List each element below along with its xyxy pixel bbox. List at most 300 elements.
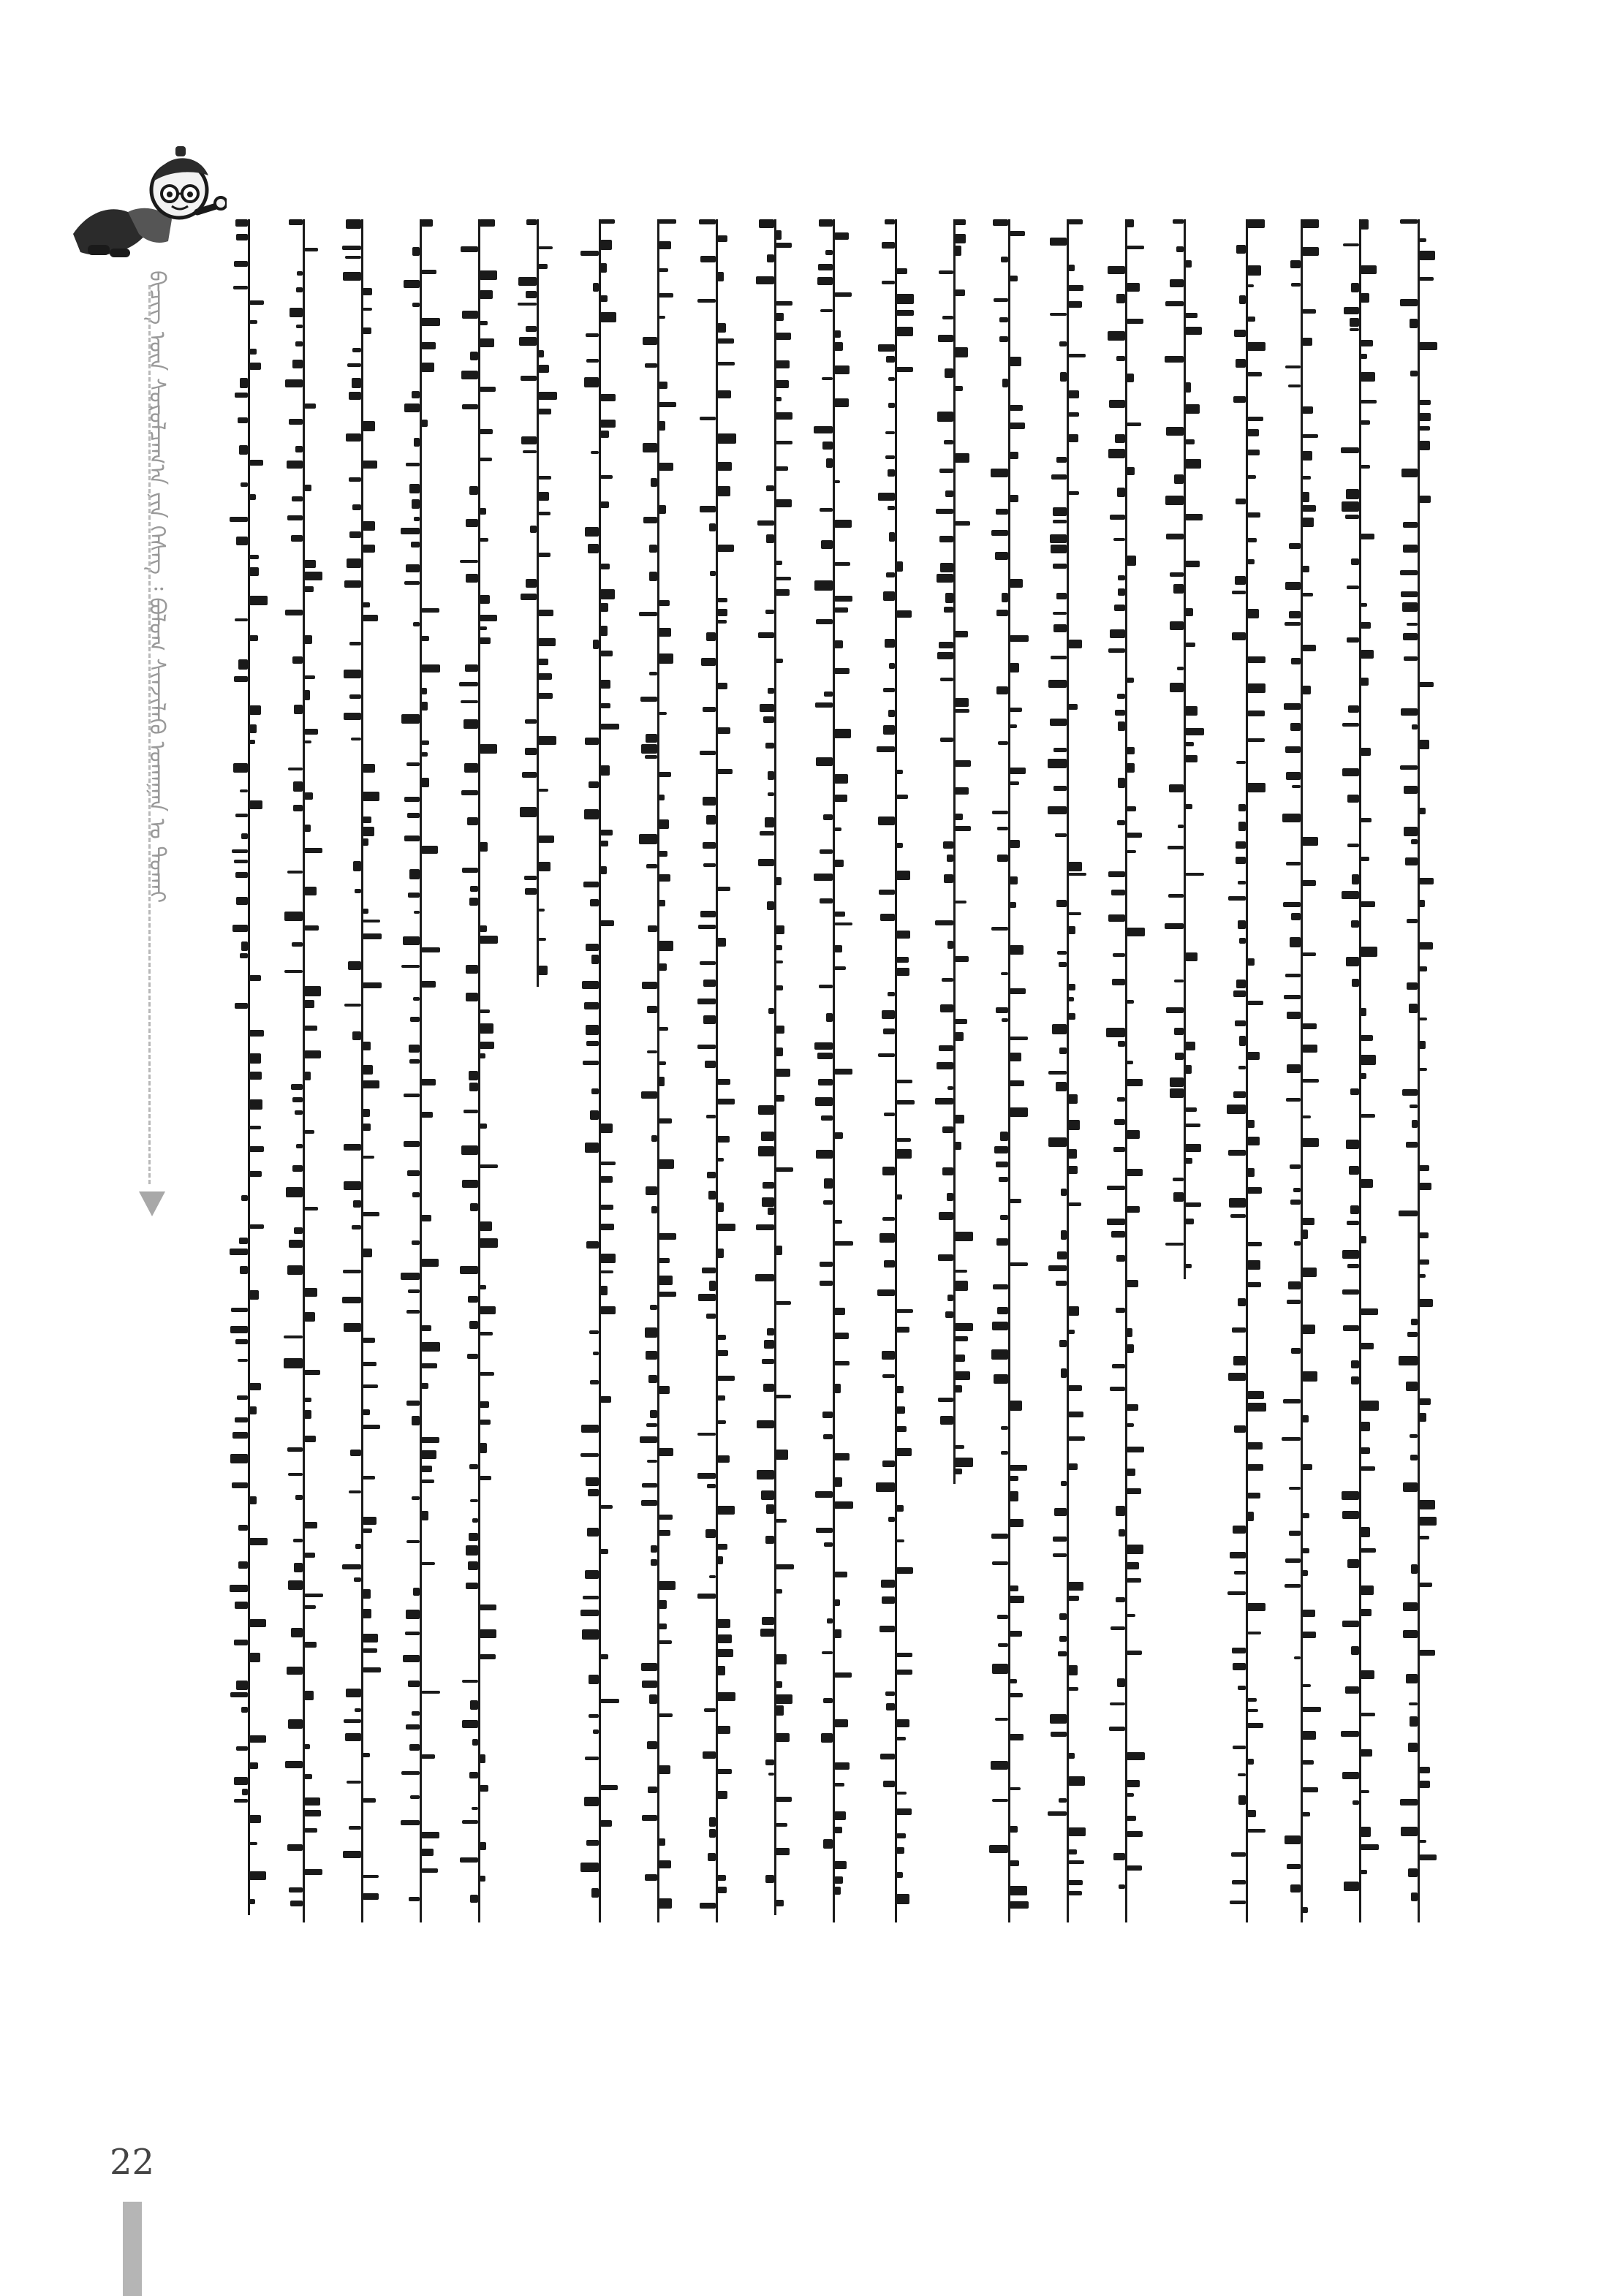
text-glyph <box>822 377 833 380</box>
text-glyph <box>942 1167 953 1175</box>
text-glyph <box>470 886 478 892</box>
text-glyph <box>834 596 852 602</box>
text-glyph <box>717 1335 726 1340</box>
text-glyph <box>1010 1860 1019 1866</box>
text-glyph <box>600 420 616 428</box>
text-glyph <box>776 1681 782 1688</box>
text-glyph <box>480 936 498 944</box>
text-glyph <box>287 1844 303 1851</box>
text-glyph <box>600 1820 612 1827</box>
text-glyph <box>647 1050 657 1053</box>
text-glyph <box>1236 245 1246 254</box>
text-glyph <box>363 1124 371 1131</box>
text-glyph <box>659 1860 671 1868</box>
text-glyph <box>823 1434 833 1439</box>
text-glyph <box>238 1359 248 1362</box>
text-glyph <box>241 482 248 487</box>
text-glyph <box>249 1126 261 1129</box>
text-glyph <box>285 610 303 615</box>
text-glyph <box>234 1799 248 1803</box>
text-glyph <box>582 981 599 989</box>
text-glyph <box>1361 1527 1370 1537</box>
text-glyph <box>1236 980 1246 988</box>
text-glyph <box>406 564 420 572</box>
text-glyph <box>1127 1280 1138 1287</box>
text-glyph <box>1361 1401 1379 1411</box>
text-glyph <box>1116 1255 1125 1262</box>
text-glyph <box>421 1259 439 1267</box>
text-glyph <box>1056 1082 1067 1091</box>
text-glyph <box>1010 1080 1024 1086</box>
text-glyph <box>234 1777 248 1785</box>
text-glyph <box>600 1205 613 1210</box>
text-glyph <box>1347 1221 1359 1225</box>
text-glyph <box>600 312 616 322</box>
text-glyph <box>349 642 361 645</box>
text-glyph <box>1419 441 1430 450</box>
text-glyph <box>600 703 610 708</box>
text-glyph <box>363 1517 377 1525</box>
text-glyph <box>1068 1891 1082 1895</box>
text-glyph <box>1068 1120 1080 1130</box>
text-glyph <box>421 1691 440 1694</box>
flying-boy-mascot-icon <box>58 124 227 270</box>
text-glyph <box>1400 570 1418 575</box>
text-glyph <box>1419 496 1431 503</box>
text-glyph <box>1127 1793 1134 1797</box>
text-glyph <box>815 1491 833 1498</box>
text-glyph <box>585 1757 599 1760</box>
text-glyph <box>231 1308 248 1312</box>
text-glyph <box>834 1572 847 1577</box>
text-glyph <box>765 817 774 827</box>
text-glyph <box>698 1294 716 1301</box>
text-glyph <box>697 1473 716 1479</box>
text-glyph <box>816 619 833 624</box>
text-glyph <box>421 1383 428 1389</box>
text-glyph <box>304 925 319 931</box>
text-glyph <box>820 1281 833 1286</box>
text-glyph <box>1239 938 1246 944</box>
text-glyph <box>896 843 903 848</box>
text-glyph <box>1247 683 1266 693</box>
text-glyph <box>1061 1230 1067 1240</box>
text-glyph <box>344 1719 361 1723</box>
text-glyph <box>249 724 257 733</box>
text-glyph <box>825 250 833 255</box>
text-glyph <box>1053 786 1067 791</box>
text-glyph <box>538 246 553 249</box>
text-glyph <box>1068 926 1075 934</box>
text-glyph <box>286 1187 303 1197</box>
text-glyph <box>888 377 895 381</box>
text-glyph <box>1165 496 1184 505</box>
text-glyph <box>822 1651 833 1654</box>
text-glyph <box>896 770 903 774</box>
text-glyph <box>1106 1028 1125 1037</box>
text-glyph <box>304 690 310 700</box>
text-glyph <box>240 789 248 792</box>
text-glyph <box>1010 945 1024 955</box>
text-glyph <box>472 1807 478 1810</box>
text-glyph <box>363 909 368 914</box>
text-glyph <box>518 303 537 306</box>
text-glyph <box>1127 1614 1135 1617</box>
text-glyph <box>289 219 303 225</box>
text-glyph <box>1419 1018 1427 1020</box>
text-glyph <box>955 1323 973 1331</box>
text-glyph <box>651 1559 657 1566</box>
text-glyph <box>421 1832 439 1838</box>
text-glyph <box>1348 705 1359 713</box>
text-column <box>1345 219 1374 1922</box>
text-column <box>1232 219 1261 1922</box>
text-glyph <box>421 1112 433 1118</box>
text-glyph <box>1127 1000 1134 1004</box>
text-glyph <box>882 1596 895 1604</box>
text-glyph <box>480 270 497 280</box>
text-glyph <box>821 1733 833 1743</box>
text-glyph <box>896 1149 912 1159</box>
text-glyph <box>295 446 303 452</box>
text-glyph <box>818 1079 833 1086</box>
text-glyph <box>815 702 833 708</box>
text-glyph <box>886 1703 895 1710</box>
text-glyph <box>776 230 782 240</box>
text-glyph <box>1407 623 1418 626</box>
text-glyph <box>768 771 774 780</box>
text-glyph <box>1419 1536 1429 1539</box>
text-glyph <box>480 1124 487 1129</box>
page-number: 22 <box>110 2142 155 2183</box>
text-glyph <box>955 234 966 243</box>
text-glyph <box>1302 1610 1315 1617</box>
text-glyph <box>834 520 852 528</box>
text-glyph <box>1361 340 1373 346</box>
text-glyph <box>717 338 734 344</box>
text-glyph <box>591 1088 599 1094</box>
text-glyph <box>480 615 497 621</box>
text-glyph <box>1302 1548 1309 1553</box>
text-glyph <box>1403 1482 1418 1492</box>
text-glyph <box>403 1655 420 1662</box>
text-glyph <box>480 321 488 325</box>
text-glyph <box>1404 827 1418 836</box>
text-glyph <box>412 391 420 398</box>
text-glyph <box>1247 1391 1264 1399</box>
text-glyph <box>1361 1179 1373 1188</box>
text-glyph <box>1168 846 1184 849</box>
text-glyph <box>589 781 599 788</box>
text-glyph <box>1351 283 1359 292</box>
text-glyph <box>411 542 420 548</box>
text-glyph <box>404 836 420 841</box>
text-glyph <box>1055 833 1067 837</box>
text-glyph <box>1052 1024 1067 1034</box>
text-glyph <box>1294 1241 1301 1246</box>
text-glyph <box>717 1136 730 1143</box>
text-glyph <box>363 1156 374 1159</box>
text-glyph <box>1002 1018 1008 1022</box>
text-glyph <box>304 1774 312 1779</box>
text-glyph <box>1127 928 1145 936</box>
text-glyph <box>404 403 420 412</box>
text-glyph <box>1173 1178 1184 1181</box>
text-glyph <box>1059 1047 1067 1054</box>
text-glyph <box>1419 942 1433 950</box>
text-glyph <box>1185 1219 1194 1224</box>
text-glyph <box>363 421 375 431</box>
text-glyph <box>1302 1230 1308 1239</box>
text-glyph <box>465 664 478 672</box>
text-glyph <box>1351 558 1359 565</box>
text-glyph <box>955 453 969 463</box>
text-glyph <box>235 219 248 227</box>
text-glyph <box>1419 966 1427 971</box>
text-glyph <box>703 1751 716 1759</box>
text-glyph <box>1407 982 1418 990</box>
text-glyph <box>706 1314 716 1319</box>
text-glyph <box>413 997 420 1001</box>
text-glyph <box>996 1238 1008 1246</box>
text-glyph <box>1111 1231 1125 1238</box>
text-glyph <box>709 1281 716 1291</box>
text-glyph <box>1238 1066 1246 1069</box>
text-glyph <box>824 1542 833 1547</box>
text-glyph <box>1344 307 1359 314</box>
text-glyph <box>1227 1105 1246 1114</box>
text-glyph <box>717 1376 735 1381</box>
text-glyph <box>659 382 667 389</box>
text-glyph <box>877 746 895 752</box>
text-glyph <box>705 1061 716 1068</box>
text-glyph <box>1302 1115 1311 1118</box>
text-glyph <box>896 1406 905 1414</box>
text-column-stem <box>1301 219 1303 1922</box>
text-glyph <box>776 925 784 934</box>
text-glyph <box>659 600 670 606</box>
text-glyph <box>1232 1648 1246 1653</box>
text-glyph <box>1166 427 1184 436</box>
text-glyph <box>1054 1508 1067 1516</box>
text-glyph <box>824 1178 833 1189</box>
text-glyph <box>363 1476 375 1479</box>
text-glyph <box>304 572 322 580</box>
text-glyph <box>823 814 833 820</box>
text-glyph <box>643 443 657 452</box>
text-glyph <box>462 311 478 319</box>
text-glyph <box>765 1536 774 1544</box>
text-glyph <box>236 537 248 545</box>
text-glyph <box>1247 1137 1260 1145</box>
text-glyph <box>834 1783 844 1787</box>
text-glyph <box>249 1171 262 1177</box>
text-glyph <box>1291 658 1301 664</box>
text-glyph <box>1290 1164 1301 1169</box>
text-glyph <box>1361 1422 1370 1431</box>
text-glyph <box>526 579 537 588</box>
text-glyph <box>759 219 774 228</box>
text-glyph <box>881 1580 895 1588</box>
text-glyph <box>834 1827 842 1833</box>
text-glyph <box>834 330 841 338</box>
text-glyph <box>1302 593 1313 596</box>
text-glyph <box>1068 1412 1083 1417</box>
text-glyph <box>647 1741 657 1749</box>
text-glyph <box>1127 1780 1140 1787</box>
text-glyph <box>480 508 486 515</box>
text-glyph <box>600 1549 608 1554</box>
text-column <box>881 219 910 1922</box>
text-glyph <box>708 1853 716 1861</box>
text-glyph <box>588 544 599 553</box>
text-glyph <box>1287 1300 1301 1304</box>
text-glyph <box>412 1416 420 1425</box>
text-glyph <box>1116 356 1125 361</box>
text-glyph <box>717 433 736 444</box>
text-glyph <box>1284 703 1301 710</box>
text-glyph <box>1116 1597 1125 1602</box>
text-glyph <box>955 1469 962 1474</box>
text-glyph <box>421 1562 435 1565</box>
text-glyph <box>1247 559 1255 564</box>
text-glyph <box>1010 1886 1027 1895</box>
text-glyph <box>1412 724 1418 730</box>
text-glyph <box>1010 724 1017 728</box>
text-glyph <box>523 450 537 453</box>
triangle-down-icon <box>139 1191 165 1216</box>
text-glyph <box>249 975 261 981</box>
text-glyph <box>768 1008 774 1014</box>
text-glyph <box>600 263 607 273</box>
text-glyph <box>1361 901 1375 907</box>
text-glyph <box>344 1004 361 1007</box>
text-glyph <box>1247 475 1256 479</box>
text-column <box>702 219 731 1922</box>
text-glyph <box>363 1528 372 1533</box>
text-glyph <box>1302 1707 1321 1712</box>
text-glyph <box>287 871 303 874</box>
text-glyph <box>348 961 361 970</box>
text-glyph <box>1247 1260 1260 1270</box>
text-glyph <box>480 1876 485 1882</box>
text-glyph <box>304 1553 315 1558</box>
text-glyph <box>1127 1562 1139 1569</box>
text-glyph <box>659 1624 667 1629</box>
text-glyph <box>820 1262 833 1267</box>
text-glyph <box>1068 491 1079 495</box>
text-glyph <box>1419 1165 1429 1171</box>
text-glyph <box>249 1406 257 1414</box>
text-glyph <box>414 517 420 521</box>
text-column <box>1170 219 1199 1279</box>
text-glyph <box>363 1409 370 1415</box>
text-glyph <box>1119 1529 1125 1537</box>
text-glyph <box>284 1335 303 1338</box>
text-glyph <box>659 1765 670 1774</box>
text-glyph <box>1165 923 1184 929</box>
text-glyph <box>651 1545 657 1553</box>
text-glyph <box>883 725 895 735</box>
text-glyph <box>363 1798 376 1803</box>
text-glyph <box>1302 1513 1309 1518</box>
text-glyph <box>239 1238 248 1244</box>
text-glyph <box>882 1460 895 1467</box>
text-glyph <box>345 256 361 259</box>
text-glyph <box>363 1753 370 1757</box>
text-glyph <box>304 740 311 743</box>
text-glyph <box>586 1025 599 1035</box>
text-glyph <box>896 268 907 274</box>
text-glyph <box>717 683 727 689</box>
text-glyph <box>648 1787 657 1793</box>
text-glyph <box>708 1191 716 1200</box>
text-glyph <box>1247 284 1254 287</box>
text-glyph <box>363 288 372 295</box>
text-glyph <box>1351 1646 1359 1655</box>
text-glyph <box>955 246 961 256</box>
text-glyph <box>703 842 716 849</box>
text-glyph <box>304 1810 321 1816</box>
text-glyph <box>955 521 970 526</box>
text-column <box>994 219 1024 1922</box>
text-glyph <box>1174 474 1184 484</box>
text-glyph <box>834 1384 841 1393</box>
text-glyph <box>834 1887 841 1895</box>
text-glyph <box>820 309 833 312</box>
text-glyph <box>1053 748 1067 752</box>
text-glyph <box>659 1515 673 1520</box>
text-glyph <box>344 580 361 588</box>
text-glyph <box>230 1692 248 1697</box>
text-glyph <box>822 442 833 450</box>
text-glyph <box>702 1268 716 1273</box>
text-glyph <box>1400 1799 1418 1806</box>
text-glyph <box>834 1453 850 1460</box>
text-glyph <box>480 1401 489 1408</box>
text-glyph <box>876 1482 895 1492</box>
text-glyph <box>480 1754 485 1763</box>
text-glyph <box>1127 1488 1141 1494</box>
text-glyph <box>1068 984 1075 990</box>
text-glyph <box>1351 1376 1359 1384</box>
text-glyph <box>717 1420 726 1424</box>
text-glyph <box>480 338 494 347</box>
text-glyph <box>522 772 537 778</box>
text-glyph <box>646 864 657 868</box>
text-glyph <box>421 1450 436 1459</box>
text-glyph <box>1285 974 1301 977</box>
text-glyph <box>762 1197 774 1207</box>
text-glyph <box>756 276 774 284</box>
text-glyph <box>1419 1232 1429 1238</box>
text-glyph <box>762 1359 774 1364</box>
text-glyph <box>1010 1787 1021 1790</box>
text-glyph <box>992 1664 1008 1674</box>
text-glyph <box>834 1069 852 1075</box>
text-glyph <box>709 523 716 531</box>
text-glyph <box>363 327 371 334</box>
text-glyph <box>352 1031 361 1040</box>
text-glyph <box>288 1580 303 1590</box>
text-glyph <box>1361 400 1377 403</box>
text-glyph <box>1302 492 1309 502</box>
text-glyph <box>776 441 792 444</box>
text-glyph <box>697 999 716 1004</box>
text-glyph <box>363 1667 381 1672</box>
text-glyph <box>230 1585 248 1592</box>
text-glyph <box>776 301 792 306</box>
